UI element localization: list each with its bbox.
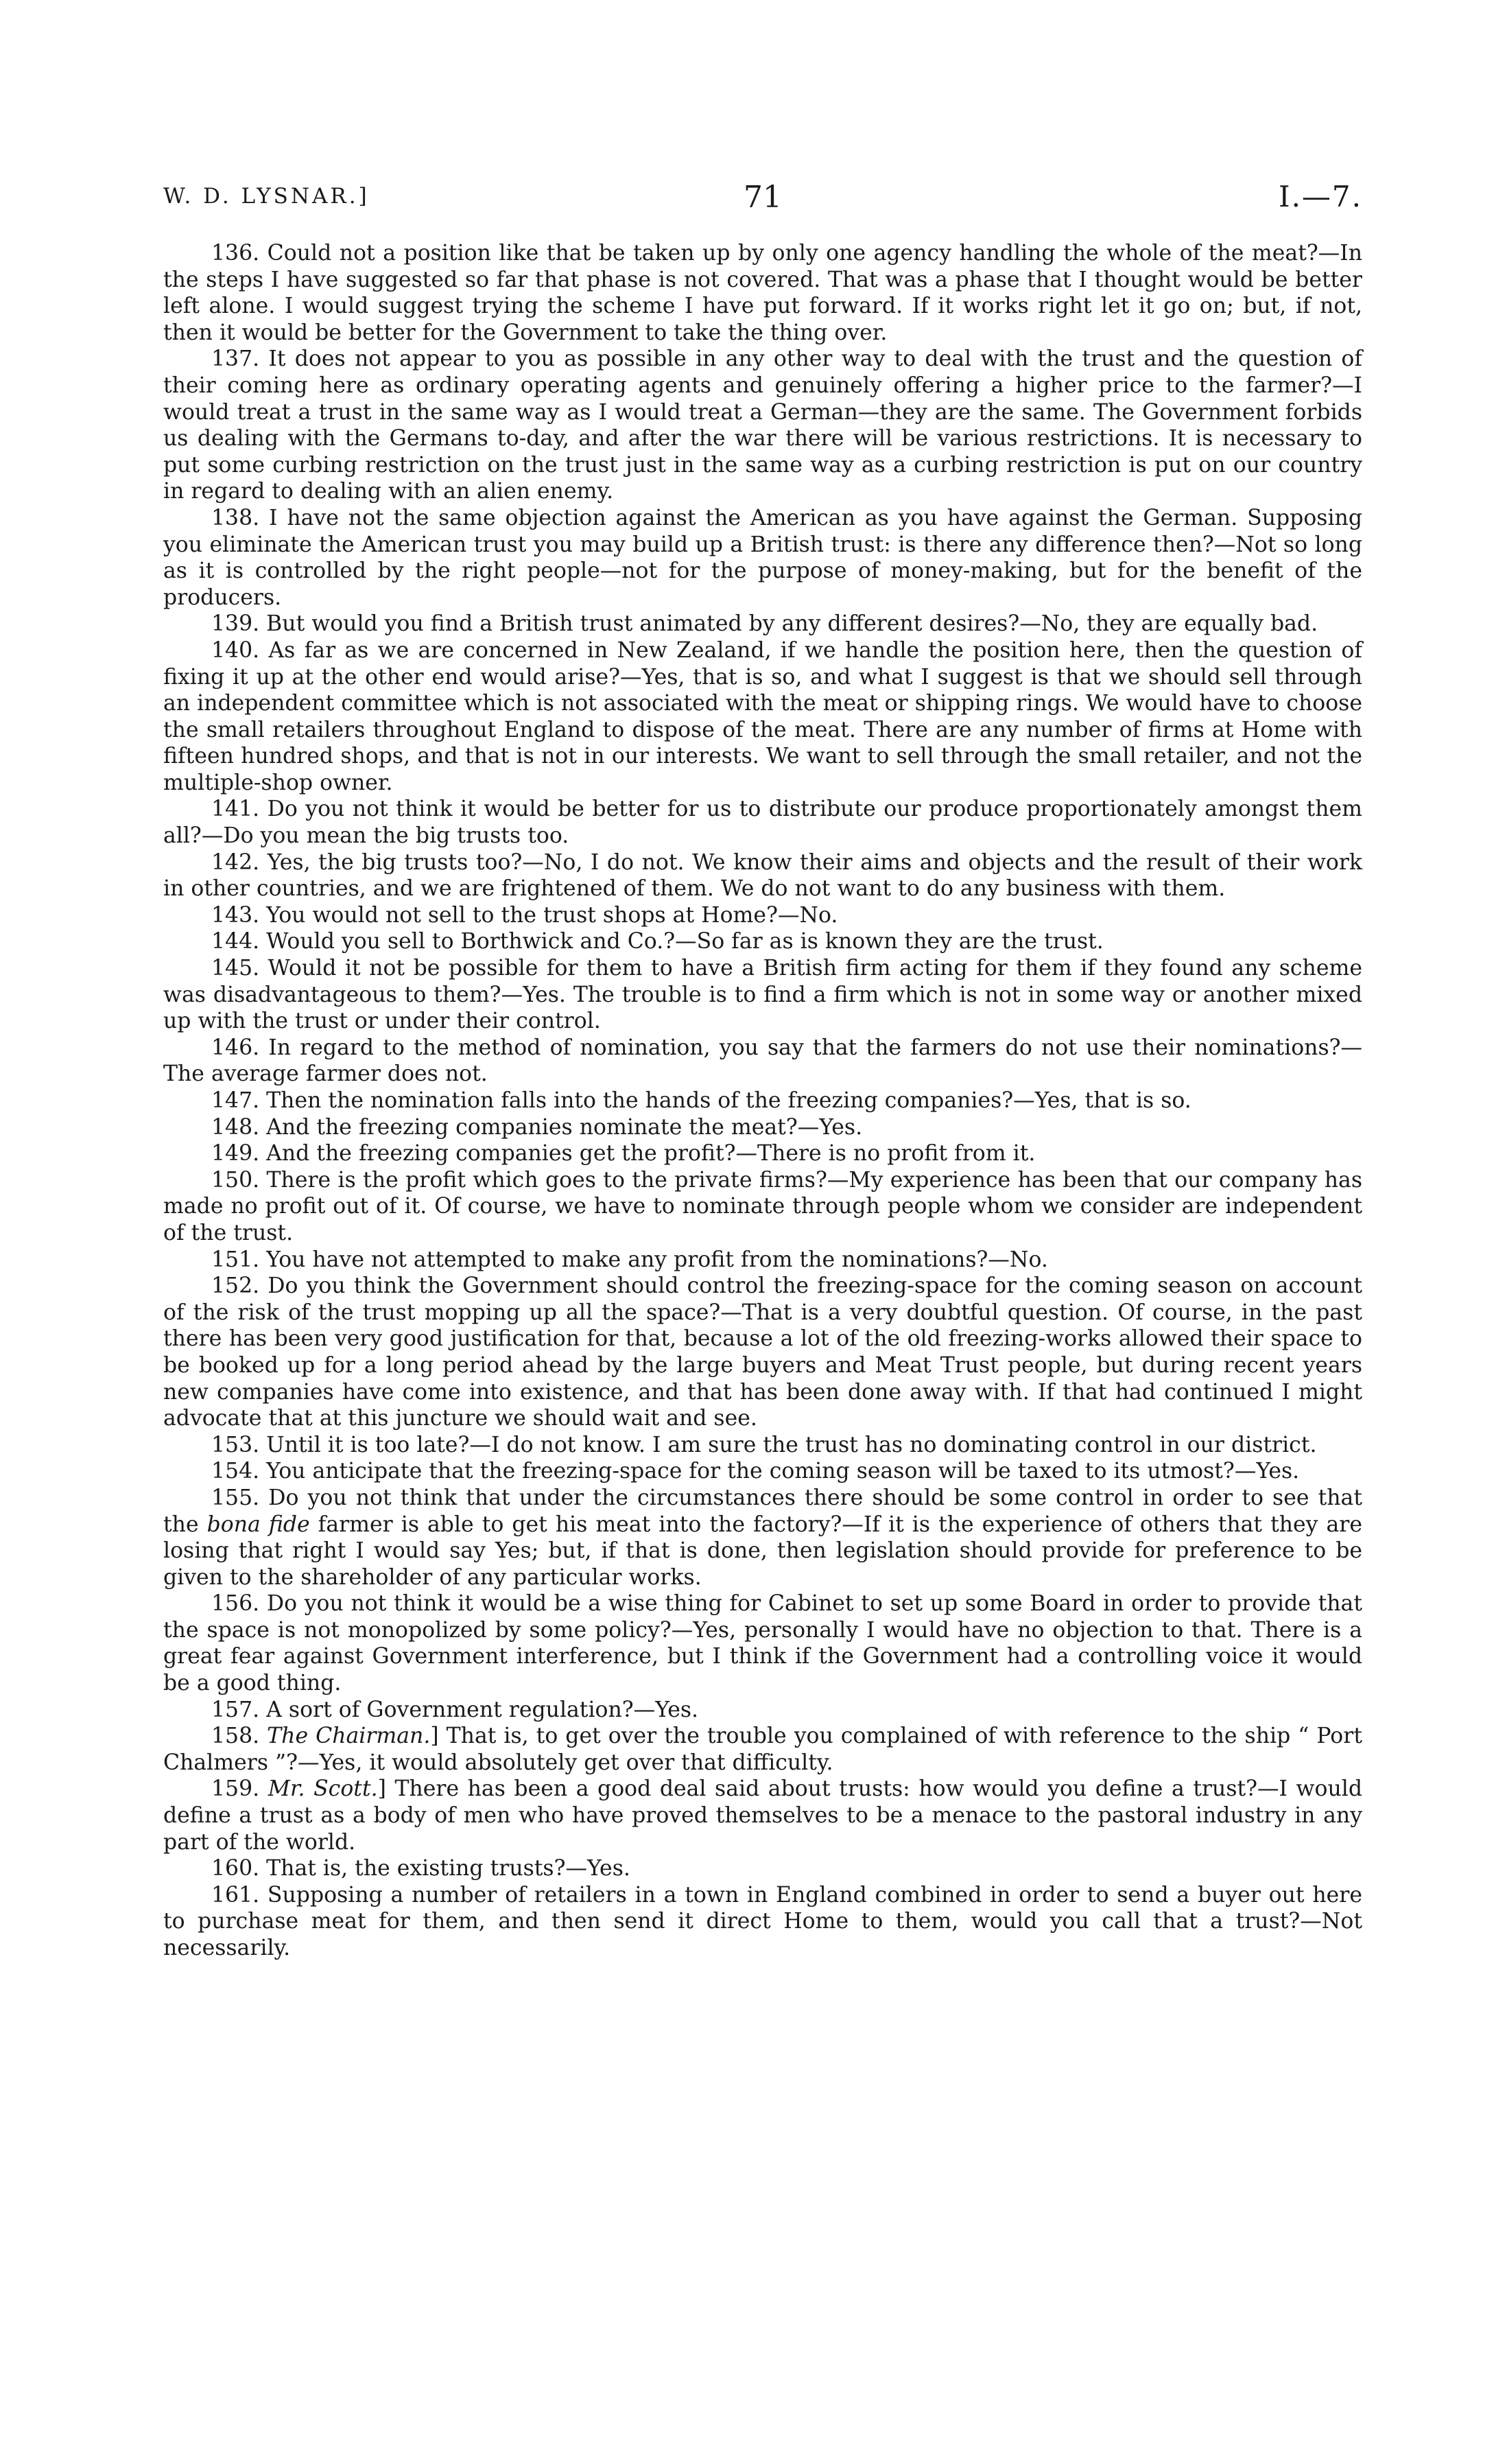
question-text: 155. Do you not think that under the circumstances there should be some control in order to see that the <box>163 1485 1362 1537</box>
document-page <box>163 180 1362 1962</box>
question-139: 139. But would you find a British trust animated by any different desires?—No, they are equally bad. <box>211 611 1318 637</box>
question-147: 147. Then the nomination falls into the hands of the freezing companies?—Yes, that is so. <box>211 1088 1191 1113</box>
question-153: 153. Until it is too late?—I do not know. I am sure the trust has no dominating control in our district. <box>211 1432 1317 1457</box>
question-160: 160. That is, the existing trusts?—Yes. <box>211 1856 630 1881</box>
question-161: 161. Supposing a number of retailers in a town in England combined in order to send a buyer out here to purchase meat for them, and then send it direct Home to them, would you call that a trust?—Not necessarily. <box>163 1882 1362 1960</box>
question-text: farmer is able to get his meat into the factory?—If it is the experience of others that they are losing that right I would say Yes; but, if that is done, then legislation should provide for preference to be given to the shareholder of any particular works. <box>163 1512 1362 1590</box>
question-149: 149. And the freezing companies get the profit?—There is no profit from it. <box>211 1141 1036 1166</box>
question-159 <box>163 1776 1362 1855</box>
question-157: 157. A sort of Government regulation?—Yes. <box>211 1697 699 1722</box>
question-158 <box>163 1723 1362 1776</box>
italic-phrase: bona fide <box>206 1512 310 1537</box>
evidence-body <box>163 240 1362 1962</box>
document-reference: I.—7. <box>1278 180 1362 213</box>
question-155 <box>163 1485 1362 1591</box>
question-154: 154. You anticipate that the freezing-space for the coming season will be taxed to its utmost?—Yes. <box>211 1459 1300 1484</box>
question-number: 158. <box>211 1724 268 1749</box>
page-number: 71 <box>744 180 782 215</box>
question-144: 144. Would you sell to Borthwick and Co.?—So far as is known they are the trust. <box>211 929 1104 954</box>
question-142: 142. Yes, the big trusts too?—No, I do not. We know their aims and objects and the result of their work in other countries, and we are frightened of them. We do not want to do any business with them. <box>163 849 1362 902</box>
question-138: 138. I have not the same objection against the American as you have against the German. Supposing you eliminate the American trust you may build up a British trust: is there any difference then?—Not so long as it is controlled by the right people—not for the purpose of money-making, but for the benefit of the producers. <box>163 505 1362 610</box>
question-148: 148. And the freezing companies nominate the meat?—Yes. <box>211 1114 863 1140</box>
question-number: 159. <box>211 1776 268 1802</box>
question-146: 146. In regard to the method of nomination, you say that the farmers do not use their nominations?—The average farmer does not. <box>163 1035 1362 1087</box>
question-151: 151. You have not attempted to make any profit from the nominations?—No. <box>211 1247 1048 1272</box>
question-143: 143. You would not sell to the trust shops at Home?—No. <box>211 902 838 928</box>
question-136: 136. Could not a position like that be taken up by only one agency handling the whole of the meat?—In the steps I have suggested so far that phase is not covered. That was a phase that I thought would be better left alone. I would suggest trying the scheme I have put forward. If it works right let it go on; but, if not, then it would be better for the Government to take the thing over. <box>163 241 1362 345</box>
question-145: 145. Would it not be possible for them to have a British firm acting for them if they found any scheme was disadvantageous to them?—Yes. The trouble is to find a firm which is not in some way or another mixed up with the trust or under their control. <box>163 956 1362 1034</box>
question-156: 156. Do you not think it would be a wise thing for Cabinet to set up some Board in order to provide that the space is not monopolized by some policy?—Yes, personally I would have no objection to that. There is a great fear against Government interference, but I think if the Government had a controlling voice it would be a good thing. <box>163 1591 1362 1696</box>
question-text: ] That is, to get over the trouble you complained of with reference to the ship “ Port Chalmers ”?—Yes, it would absolutely get over that difficulty. <box>163 1724 1362 1775</box>
question-152: 152. Do you think the Government should control the freezing-space for the coming season on account of the risk of the trust mopping up all the space?—That is a very doubtful question. Of course, in the past there has been very good justification for that, because a lot of the old freezing-works allowed their space to be booked up for a long period ahead by the large buyers and Meat Trust people, but during recent years new companies have come into existence, and that has been done away with. If that had continued I might advocate that at this juncture we should wait and see. <box>163 1274 1362 1431</box>
question-137: 137. It does not appear to you as possible in any other way to deal with the trust and the question of their coming here as ordinary operating agents and genuinely offering a higher price to the farmer?—I would treat a trust in the same way as I would treat a German—they are the same. The Government forbids us dealing with the Germans to-day, and after the war there will be various restrictions. It is necessary to put some curbing restriction on the trust just in the same way as a curbing restriction is put on our country in regard to dealing with an alien enemy. <box>163 347 1362 504</box>
page-header <box>163 180 1362 221</box>
speaker-name: Mr. Scott. <box>268 1776 378 1802</box>
header-witness-name: W. D. LYSNAR.] <box>163 184 370 209</box>
question-141: 141. Do you not think it would be better for us to distribute our produce proportionately amongst them all?—Do you mean the big trusts too. <box>163 797 1362 849</box>
question-150: 150. There is the profit which goes to the private firms?—My experience has been that our company has made no profit out of it. Of course, we have to nominate through people whom we consider are independent of the trust. <box>163 1167 1362 1245</box>
question-140: 140. As far as we are concerned in New Zealand, if we handle the position here, then the question of fixing it up at the other end would arise?—Yes, that is so, and what I suggest is that we should sell through an independent committee which is not associated with the meat or shipping rings. We would have to choose the small retailers throughout England to dispose of the meat. There are any number of firms at Home with fifteen hundred shops, and that is not in our interests. We want to sell through the small retailer, and not the multiple-shop owner. <box>163 637 1362 795</box>
question-text: ] There has been a good deal said about trusts: how would you define a trust?—I would define a trust as a body of men who have proved themselves to be a menace to the pastoral industry in any part of the world. <box>163 1776 1362 1855</box>
speaker-name: The Chairman. <box>267 1724 431 1749</box>
